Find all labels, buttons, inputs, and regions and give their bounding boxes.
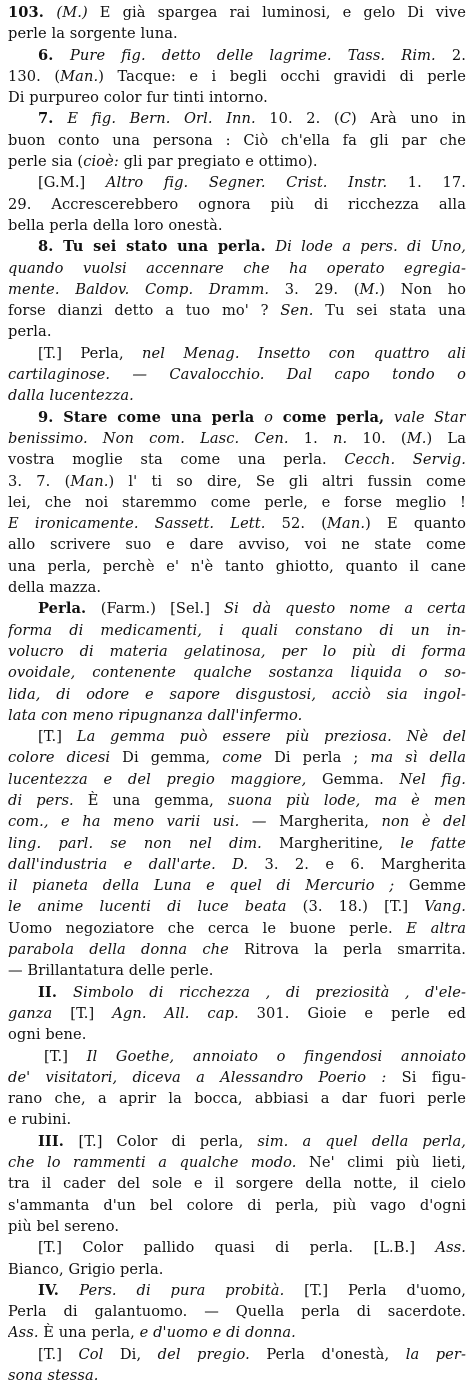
text-line (8, 130, 466, 151)
text-run: ) Non ho (379, 280, 466, 298)
text-line (8, 577, 466, 598)
text-line (8, 449, 466, 470)
text-line (8, 896, 466, 917)
text-run: Man. (327, 515, 366, 533)
text-run: cioè: (83, 153, 119, 171)
text-run: 7. (38, 110, 68, 128)
text-line (8, 1301, 466, 1322)
text-run: del pregio. (157, 1345, 267, 1363)
text-run: forma di medicamenti, i quali constano di un in- (8, 621, 466, 639)
text-run: ling. parl. se non nel dim. (8, 834, 280, 852)
text-run: Il Goethe, annoiato o fingendosi annoiato (86, 1047, 466, 1065)
text-run: vale Star (394, 408, 466, 426)
text-run: 8. Tu sei stato una perla. (38, 238, 276, 256)
text-run: M. (359, 280, 380, 298)
text-run: Sen. (280, 302, 314, 320)
text-line (8, 1003, 466, 1024)
text-run: Margherita, (279, 813, 382, 831)
text-run: 301. Gioie e perle ed (256, 1004, 466, 1022)
text-run: tra il cader del sole e il sorgere della notte, il cielo (8, 1175, 466, 1193)
text-line (8, 194, 466, 215)
text-line (8, 641, 466, 662)
text-run: Bianco, Grigio perla. (8, 1260, 164, 1278)
text-run: 1. 17. (407, 174, 466, 192)
text-run: sona stessa. (8, 1367, 99, 1384)
text-run: la per- (405, 1345, 466, 1363)
text-run: più bel sereno. (8, 1217, 120, 1235)
text-run: Agn. All. cap. (112, 1004, 257, 1022)
text-run: vostra moglie sta come una perla. (8, 451, 345, 469)
text-run: Di lode a pers. di Uno, (275, 238, 466, 256)
text-line (8, 620, 466, 641)
text-run: Col (78, 1345, 120, 1363)
text-run: le fatte (400, 834, 466, 852)
text-run: ) E quanto (365, 515, 466, 533)
text-run: [T.] (38, 1345, 79, 1363)
text-line (8, 982, 466, 1003)
text-line (8, 1024, 466, 1045)
text-run: E ironicamente. Sassett. Lett. (8, 515, 282, 533)
text-run: Simbolo di ricchezza , di preziosità , d'ele- (73, 983, 466, 1001)
text-run: parabola della donna che (8, 941, 245, 959)
text-line (8, 1109, 466, 1130)
text-run: Di perla ; (274, 749, 371, 767)
text-line (8, 534, 466, 555)
text-run: (3. 18.) [T.] (302, 898, 425, 916)
text-line (8, 790, 466, 811)
text-line (8, 364, 466, 385)
text-line (8, 492, 466, 513)
text-run: [G.M.] (38, 174, 106, 192)
text-run: ) La (426, 429, 466, 447)
text-run: mente. Baldov. Comp. Dramm. (8, 280, 285, 298)
text-line (8, 1067, 466, 1088)
text-run: Ass. (435, 1239, 466, 1257)
text-run: — Brillantatura delle perle. (8, 962, 214, 980)
text-run: [T.] Perla d'uomo, (304, 1281, 466, 1299)
text-run: Ne' climi più lieti, (308, 1154, 466, 1172)
text-run: [T.] (44, 1047, 87, 1065)
text-line (8, 684, 466, 705)
text-run: Gemme (408, 877, 466, 895)
text-run: bella perla della loro onestà. (8, 216, 223, 234)
text-line (8, 811, 466, 832)
text-run: colore dicesi (8, 749, 123, 767)
text-run: 1. (303, 429, 333, 447)
text-run: Cecch. Servig. (344, 451, 466, 469)
text-run: La gemma può essere più preziosa. Nè del (76, 728, 466, 746)
text-run: (M.) (56, 4, 88, 21)
text-run: ) Arà uno in (351, 110, 466, 128)
text-run: ogni bene. (8, 1026, 87, 1044)
text-line (8, 1195, 466, 1216)
text-run: Di purpureo color fur tinti intorno. (8, 89, 268, 107)
text-run: Man. (60, 67, 99, 85)
text-line (8, 513, 466, 534)
text-run: Si dà questo nome a certa (224, 600, 466, 618)
text-run: della mazza. (8, 579, 102, 597)
text-run: lei, che noi staremmo come perle, e forse meglio ! (8, 493, 466, 511)
text-line (8, 556, 466, 577)
text-line (8, 1173, 466, 1194)
text-run: gli par pregiato e ottimo). (118, 153, 318, 171)
text-run: IV. (38, 1281, 80, 1299)
text-run: buon conto una persona : Ciò ch'ella fa gli par che (8, 131, 466, 149)
text-run: una perla, perchè e' n'è tanto ghiotto, quanto il cane (8, 557, 466, 575)
text-line (8, 1365, 466, 1386)
text-line (8, 1259, 466, 1280)
text-run: II. (38, 983, 73, 1001)
text-run: di pers. (8, 791, 88, 809)
text-run: come (222, 749, 275, 767)
text-run: [T.] (38, 728, 77, 746)
text-run: volucro di materia gelatinosa, per lo più di forma (8, 642, 466, 660)
text-line (8, 705, 466, 726)
text-line (8, 1280, 466, 1301)
text-run: allo scrivere suo e dare avviso, voi ne state come (8, 536, 466, 554)
text-run: nel Menag. Insetto con quattro ali (142, 344, 466, 362)
text-run: Ass. (8, 1324, 44, 1342)
text-run: 130. ( (8, 67, 61, 85)
text-run: Perla di galantuomo. — Quella perla di sacerdote. (8, 1303, 466, 1321)
text-line (8, 960, 466, 981)
text-run: Gemma. (321, 770, 400, 788)
text-run: Perla d'onestà, (266, 1345, 406, 1363)
text-run: III. (38, 1132, 79, 1150)
text-line (8, 1216, 466, 1237)
text-run: forse dianzi detto a tuo mo' ? (8, 302, 281, 320)
text-line (8, 726, 466, 747)
text-run: Tu sei stata una (313, 302, 466, 320)
text-line (8, 1152, 466, 1173)
text-run: e d'uomo e di donna. (139, 1324, 296, 1342)
text-run: Pers. di pura probità. (79, 1281, 305, 1299)
text-run: ) Tacque: e i begli occhi gravidi di perle (98, 67, 466, 85)
text-line (8, 918, 466, 939)
text-line (8, 2, 466, 23)
text-line (8, 1344, 466, 1365)
text-run: perle la sorgente luna. (8, 25, 178, 43)
text-run: perle sia ( (8, 153, 84, 171)
text-line (8, 1237, 466, 1258)
text-run: o (264, 408, 273, 426)
text-line (8, 215, 466, 236)
text-run: perla. (8, 323, 52, 341)
text-run: 10. 2. ( (269, 110, 340, 128)
text-line (8, 300, 466, 321)
text-run: ganza (8, 1004, 71, 1022)
text-run: sim. a quel della perla, (257, 1132, 466, 1150)
text-run: [T.] Color di perla, (78, 1132, 258, 1150)
text-run: 2. (451, 46, 466, 64)
text-line (8, 747, 466, 768)
text-line (8, 108, 466, 129)
text-line (8, 833, 466, 854)
text-line (8, 385, 466, 406)
text-run: lida, di odore e sapore disgustosi, acciò sia ingol- (8, 685, 466, 703)
text-run: Si figu- (401, 1068, 466, 1086)
text-run: [T.] Perla, (38, 344, 143, 362)
text-run: 3. 7. ( (8, 472, 71, 490)
text-line (8, 343, 466, 364)
text-run: lucentezza e del pregio maggiore, (8, 770, 322, 788)
text-run: 9. Stare come una perla (38, 408, 265, 426)
text-run: s'ammanta d'un bel colore di perla, più vago d'ogni (8, 1196, 466, 1214)
text-line (8, 598, 466, 619)
text-run: È una perla, (43, 1324, 140, 1342)
text-line (8, 939, 466, 960)
text-run: [T.] (70, 1004, 113, 1022)
text-run: Vang. (424, 898, 466, 916)
text-run: 6. (38, 46, 70, 64)
text-run: che lo rammenti a qualche modo. (8, 1154, 309, 1172)
text-run: M. (406, 429, 427, 447)
text-run: C (339, 110, 351, 128)
text-line (8, 1322, 466, 1343)
text-run: de' visitatori, diceva a Alessandro Poerio : (8, 1068, 402, 1086)
text-run: le anime lucenti di luce beata (8, 898, 303, 916)
text-run: e rubini. (8, 1111, 72, 1129)
text-run: suona più lode, ma è men (227, 791, 466, 809)
text-run: Man. (70, 472, 109, 490)
text-run: 29. Accrescerebbero ognora più di ricchezza alla (8, 195, 466, 213)
text-run: ma sì della (370, 749, 466, 767)
text-line (8, 1088, 466, 1109)
text-run: dall'industria e dall'arte. D. (8, 855, 265, 873)
text-run: Perla. (38, 600, 101, 618)
text-run: (Farm.) [Sel.] (100, 600, 225, 618)
text-line (8, 279, 466, 300)
text-run: È una gemma, (87, 791, 228, 809)
text-run: lata con meno ripugnanza dall'infermo. (8, 706, 303, 724)
text-run: 10. ( (362, 429, 407, 447)
text-line (8, 471, 466, 492)
text-run: Di, (119, 1345, 158, 1363)
text-line (8, 45, 466, 66)
text-line (8, 236, 466, 257)
text-line (8, 875, 466, 896)
text-line (8, 23, 466, 44)
text-run: Margheritine, (279, 834, 401, 852)
text-run: 3. 29. ( (284, 280, 360, 298)
text-line (8, 87, 466, 108)
text-line (8, 66, 466, 87)
text-line (8, 407, 466, 428)
text-run: Ritrova la perla smarrita. (244, 941, 466, 959)
text-line (8, 428, 466, 449)
text-run: Pure fig. detto delle lagrime. Tass. Rim. (69, 46, 452, 64)
text-run: Altro fig. Segner. Crist. Instr. (105, 174, 408, 192)
text-line (8, 769, 466, 790)
text-run: il pianeta della Luna e quel di Mercurio ; (8, 877, 409, 895)
text-run: benissimo. Non com. Lasc. Cen. (8, 429, 304, 447)
text-run: n. (332, 429, 363, 447)
text-run: 52. ( (281, 515, 328, 533)
text-run: 103. (8, 4, 57, 21)
text-run: cartilaginose. — Cavalocchio. Dal capo tondo o (8, 366, 466, 384)
text-line (8, 321, 466, 342)
text-run: Nel fig. (399, 770, 466, 788)
text-line (8, 662, 466, 683)
text-run: Uomo negoziatore che cerca le buone perle. (8, 919, 407, 937)
text-run: E altra (406, 919, 466, 937)
text-run: rano che, a aprir la bocca, abbiasi a dar fuori perle (8, 1090, 466, 1108)
text-line (8, 1046, 466, 1067)
text-run: 3. 2. e 6. Margherita (264, 855, 466, 873)
text-run: quando vuolsi accennare che ha operato egregia- (8, 259, 466, 277)
text-run: non è del (381, 813, 466, 831)
text-run: dalla lucentezza. (8, 387, 134, 405)
text-run: Di gemma, (122, 749, 223, 767)
text-run: E fig. Bern. Orl. Inn. (67, 110, 270, 128)
text-run: ) l' ti so dire, Se gli altri fussin come (108, 472, 466, 490)
text-run: E già spargea rai luminosi, e gelo Di vive (87, 4, 466, 21)
text-line (8, 151, 466, 172)
text-run: [T.] Color pallido quasi di perla. [L.B.] (38, 1239, 436, 1257)
text-run: com., e ha meno varii usi. — (8, 813, 280, 831)
text-line (8, 172, 466, 193)
text-line (8, 258, 466, 279)
text-line (8, 1131, 466, 1152)
text-run: ovoidale, contenente qualche sostanza liquida o so- (8, 664, 466, 682)
text-run: come perla, (273, 408, 395, 426)
text-line (8, 854, 466, 875)
